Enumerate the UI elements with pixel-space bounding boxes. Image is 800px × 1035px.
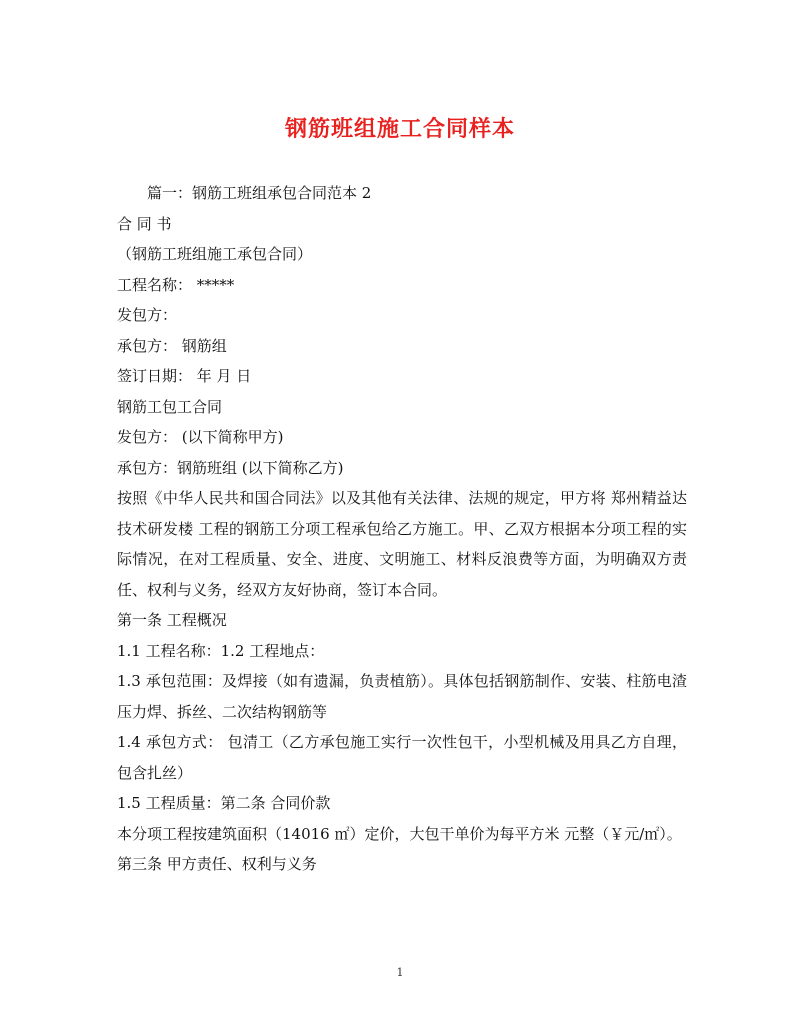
employer-line: 发包方： <box>117 306 178 324</box>
document-title: 钢筋班组施工合同样本 <box>284 116 515 142</box>
clause-1-3: 1.3 承包范围：及焊接（如有遗漏，负责植筋）。具体包括钢筋制作、安装、柱筋电渣压力焊、拆丝、二次结构钢筋等 <box>117 672 687 721</box>
party-b-line: 承包方：钢筋班组 (以下简称乙方) <box>117 458 344 477</box>
contract-subtitle: （钢筋工班组施工承包合同） <box>117 245 313 263</box>
article-1-heading: 第一条 工程概况 <box>117 611 227 629</box>
clause-1-5: 1.5 工程质量：第二条 合同价款 <box>117 794 331 812</box>
article-3-heading: 第三条 甲方责任、权利与义务 <box>117 855 317 873</box>
clause-1-1: 1.1 工程名称：1.2 工程地点： <box>117 641 325 660</box>
page-number: 1 <box>396 966 404 979</box>
contractor-line: 承包方： 钢筋组 <box>117 336 227 355</box>
document-body <box>117 178 687 880</box>
contract-name-line: 钢筋工包工合同 <box>117 397 223 416</box>
project-name-line: 工程名称： ***** <box>117 275 235 294</box>
price-paragraph: 本分项工程按建筑面积（14016 ㎡）定价，大包干单价为每平方米 元整（￥元/㎡）。 <box>117 824 682 843</box>
contract-heading: 合 同 书 <box>117 214 172 233</box>
section-heading: 篇一：钢筋工班组承包合同范本 2 <box>147 184 372 202</box>
clause-1-4: 1.4 承包方式： 包清工（乙方承包施工实行一次性包干，小型机械及用具乙方自理，包含扎丝） <box>117 733 687 782</box>
party-a-line: 发包方： (以下简称甲方) <box>117 428 284 446</box>
signing-date-line: 签订日期： 年 月 日 <box>117 367 252 385</box>
preamble-paragraph: 按照《中华人民共和国合同法》以及其他有关法律、法规的规定，甲方将 郑州精益达技术研发楼 工程的钢筋工分项工程承包给乙方施工。甲、乙双方根据本分项工程的实际情况，在对工程质量、安全、进度、文明施工、材料反浪费等方面，为明确双方责任、权利与义务，经双方友好协商，签订本合同。 <box>117 489 687 599</box>
